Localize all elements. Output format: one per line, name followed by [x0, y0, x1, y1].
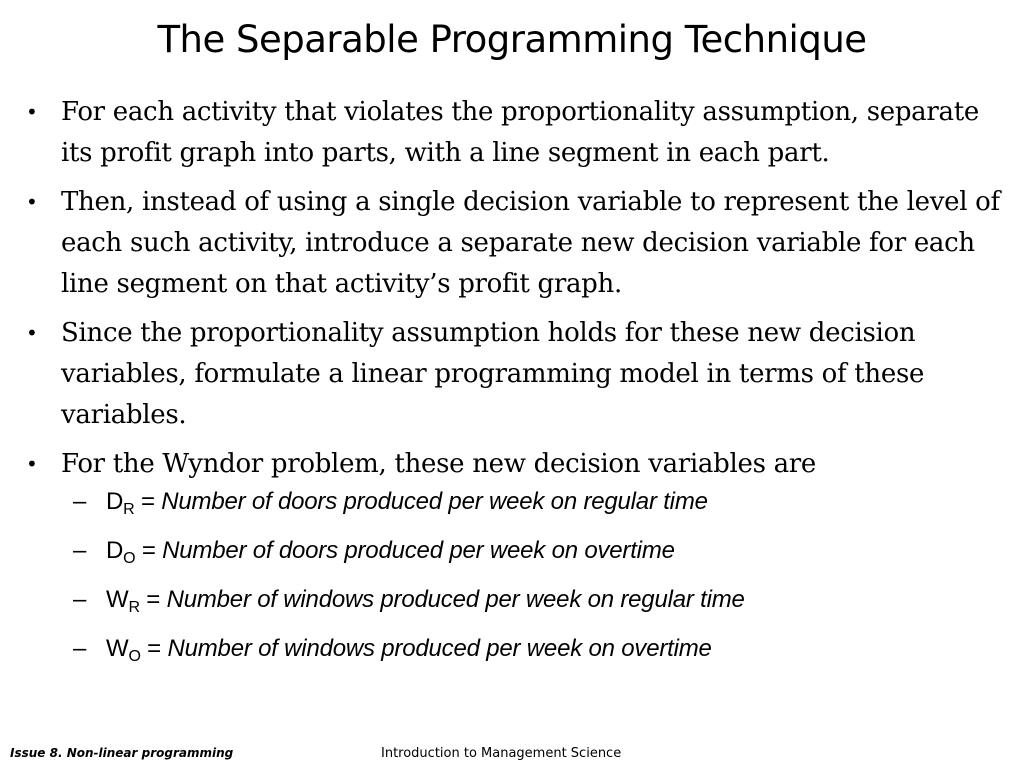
- equals-sign: =: [141, 537, 156, 564]
- variable-letter: D: [106, 537, 124, 564]
- variable-letter: D: [106, 488, 124, 515]
- variable-description: Number of doors produced per week on regular time: [161, 488, 708, 515]
- bullet-text: Then, instead of using a single decision variable to represent the level of each such activity, introduce a separate new decision variable for each line segment on that activity’s profit graph.: [61, 187, 1000, 299]
- equals-sign: =: [147, 635, 161, 662]
- variable-item: [61, 628, 1000, 677]
- variable-subscript: O: [128, 648, 141, 665]
- equals-sign: =: [140, 488, 155, 515]
- bullet-text: For the Wyndor problem, these new decision variables are: [61, 449, 816, 479]
- variable-description: Number of doors produced per week on overtime: [162, 537, 675, 564]
- bullet-item: [20, 92, 1000, 174]
- variable-subscript: O: [123, 550, 136, 567]
- variable-subscript: R: [123, 501, 135, 518]
- variable-letter: W: [106, 586, 129, 613]
- equals-sign: =: [146, 586, 161, 613]
- footer-issue-label: Issue 8. Non-linear programming: [10, 746, 234, 760]
- bullet-item: [20, 444, 1000, 677]
- variable-list: [61, 481, 1000, 677]
- variable-subscript: R: [128, 599, 140, 616]
- dash-icon: –: [73, 586, 87, 613]
- bullet-text: Since the proportionality assumption holds for these new decision variables, formulate a linear programming model in terms of these variables.: [61, 318, 925, 430]
- bullet-text: For each activity that violates the proportionality assumption, separate its profit graph into parts, with a line segment in each part.: [61, 97, 979, 168]
- variable-item: [61, 579, 1000, 628]
- variable-item: [61, 530, 1000, 579]
- bullet-icon: •: [26, 190, 38, 214]
- dash-icon: –: [73, 635, 87, 662]
- footer-course-label: Introduction to Management Science: [381, 746, 622, 761]
- variable-item: [61, 481, 1000, 530]
- variable-description: Number of windows produced per week on regular time: [166, 586, 745, 613]
- bullet-item: [20, 182, 1000, 305]
- dash-icon: –: [73, 488, 87, 515]
- bullet-list: [20, 92, 1000, 685]
- bullet-icon: •: [26, 100, 38, 124]
- variable-letter: W: [106, 635, 129, 662]
- bullet-icon: •: [26, 321, 38, 345]
- bullet-icon: •: [26, 452, 38, 476]
- bullet-item: [20, 313, 1000, 436]
- slide-title: The Separable Programming Technique: [157, 18, 867, 61]
- variable-description: Number of windows produced per week on overtime: [167, 635, 712, 662]
- dash-icon: –: [73, 537, 87, 564]
